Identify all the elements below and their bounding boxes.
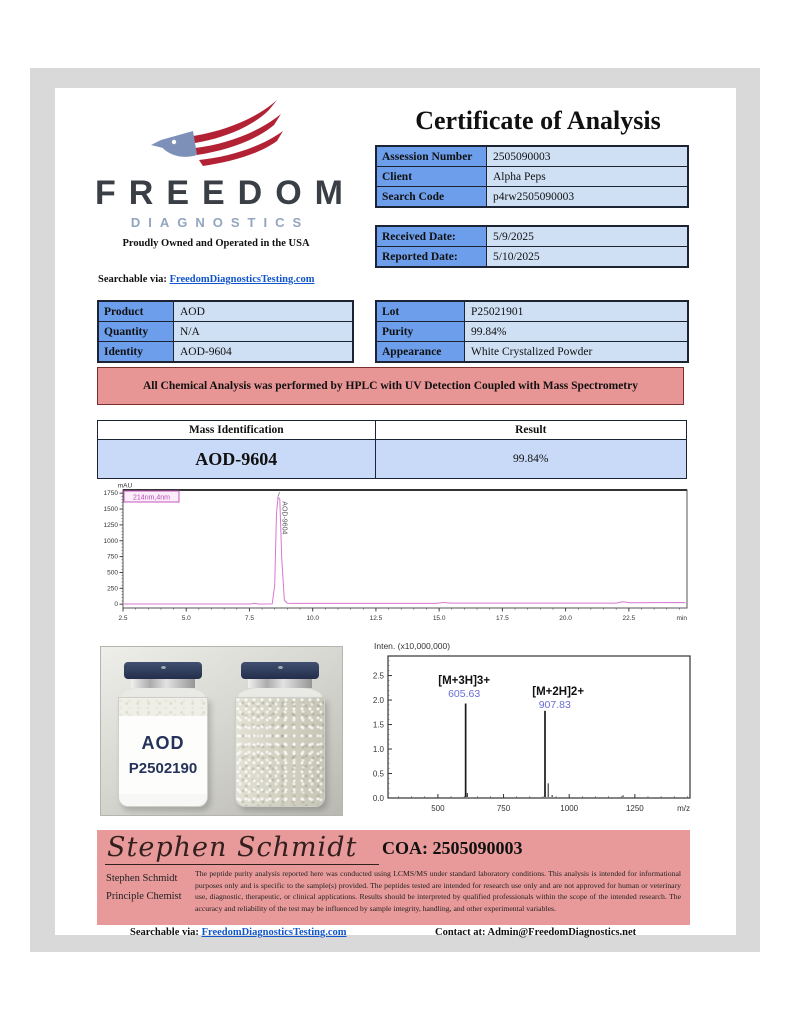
identity-value: AOD-9604 [174, 342, 352, 361]
vial-label [119, 716, 207, 794]
contact-email: Contact at: Admin@FreedomDiagnostics.net [435, 927, 637, 938]
mass-id-header: Mass Identification [98, 421, 376, 440]
result-header: Result [376, 421, 686, 440]
vial-powder [119, 698, 207, 716]
chemist-role: Principle Chemist [106, 891, 182, 902]
reported-date-label: Reported Date: [377, 247, 487, 266]
vial-crimp [131, 679, 195, 688]
svg-text:2.0: 2.0 [372, 696, 384, 706]
reported-date-value: 5/10/2025 [487, 247, 687, 266]
lot-value: P25021901 [465, 302, 687, 322]
searchable-link-top[interactable]: FreedomDiagnosticsTesting.com [169, 274, 315, 285]
mass-id-result: 99.84% [376, 440, 686, 478]
client-label: Client [377, 167, 487, 187]
product-table [97, 300, 354, 363]
svg-text:mAU: mAU [117, 482, 133, 490]
client-value: Alpha Peps [487, 167, 687, 187]
signature-footer [97, 830, 690, 925]
svg-text:1250: 1250 [625, 804, 644, 813]
svg-text:Inten. (x10,000,000): Inten. (x10,000,000) [374, 641, 451, 651]
received-date-label: Received Date: [377, 227, 487, 247]
svg-text:1250: 1250 [103, 521, 118, 529]
svg-text:605.63: 605.63 [448, 688, 481, 701]
svg-text:907.83: 907.83 [538, 698, 571, 711]
quantity-label: Quantity [99, 322, 174, 342]
svg-text:1750: 1750 [103, 490, 118, 498]
svg-text:[M+2H]2+: [M+2H]2+ [532, 686, 585, 699]
svg-text:17.5: 17.5 [496, 615, 509, 622]
dates-table [375, 225, 689, 268]
svg-text:1000: 1000 [103, 537, 118, 545]
accession-label: Assession Number [377, 147, 487, 167]
searchable-prefix-bottom: Searchable via: [130, 927, 202, 938]
svg-text:0: 0 [114, 601, 118, 609]
svg-text:1.0: 1.0 [372, 745, 384, 755]
searchable-line-top [98, 274, 315, 285]
certificate-page [55, 88, 736, 938]
svg-text:1500: 1500 [103, 506, 118, 514]
svg-text:1000: 1000 [560, 804, 579, 813]
svg-text:2.5: 2.5 [118, 615, 128, 622]
vial-body-powder [235, 697, 325, 807]
vial-crimp [248, 679, 312, 688]
purity-label: Purity [377, 322, 465, 342]
page-title: Certificate of Analysis [415, 106, 661, 135]
vial-shoulder [121, 688, 205, 697]
usa-tagline: Proudly Owned and Operated in the USA [122, 238, 310, 249]
vial-label-product: AOD [141, 733, 185, 753]
product-label: Product [99, 302, 174, 322]
page-frame [30, 68, 760, 952]
searchable-line-bottom [130, 927, 347, 938]
lot-label: Lot [377, 302, 465, 322]
svg-text:m/z: m/z [677, 804, 690, 813]
svg-text:0.5: 0.5 [372, 769, 384, 779]
coa-number: COA: 2505090003 [382, 838, 523, 858]
appearance-label: Appearance [377, 342, 465, 361]
purity-value: 99.84% [465, 322, 687, 342]
quantity-value: N/A [174, 322, 352, 342]
vial-cap [241, 662, 319, 679]
svg-text:15.0: 15.0 [432, 615, 446, 622]
svg-text:500: 500 [107, 569, 118, 577]
svg-text:750: 750 [107, 553, 118, 561]
svg-text:0.0: 0.0 [372, 794, 384, 803]
vial-shoulder [238, 688, 322, 697]
accession-value: 2505090003 [487, 147, 687, 167]
product-vial-photo [100, 646, 343, 816]
appearance-value: White Crystalized Powder [465, 342, 687, 361]
svg-text:214nm,4nm: 214nm,4nm [133, 494, 170, 502]
signature-script: Stephen Schmidt [105, 832, 379, 865]
svg-text:1.5: 1.5 [372, 720, 384, 730]
identity-label: Identity [99, 342, 174, 361]
disclaimer-text: The peptide purity analysis reported here was conducted using LCMS/MS under standard laboratory conditions. This analysis is intended for informational purposes only and is specific to the sample(s) provided. The peptides tested are intended for research use only and are not approved for human or veterinary use, diagnostic, therapeutic, or clinical applications. Results should be interpreted by qualified professionals within the scope of the intended research. The accuracy and reliability of the test may be influenced by sample integrity, handling, and other experimental variables. [195, 869, 681, 913]
vial-body [118, 697, 208, 807]
eagle-flag-icon [141, 98, 291, 172]
company-logo [95, 98, 356, 249]
logo-wordmark: FREEDOM [95, 174, 356, 212]
received-date-value: 5/9/2025 [487, 227, 687, 247]
svg-text:750: 750 [496, 804, 511, 813]
searchcode-value: p4rw2505090003 [487, 187, 687, 206]
vial-label-lot: P2502190 [128, 760, 198, 777]
logo-subtitle: DIAGNOSTICS [130, 215, 310, 230]
searchable-prefix: Searchable via: [98, 274, 170, 285]
svg-text:10.0: 10.0 [306, 615, 320, 622]
svg-text:500: 500 [431, 804, 445, 813]
method-banner: All Chemical Analysis was performed by HPLC with UV Detection Coupled with Mass Spectrometry [97, 367, 684, 405]
chemist-name: Stephen Schmidt [106, 873, 178, 884]
hplc-chromatogram [93, 482, 693, 634]
svg-text:min: min [676, 615, 687, 622]
accession-table [375, 145, 689, 208]
svg-text:22.5: 22.5 [622, 615, 636, 622]
lot-table [375, 300, 689, 363]
mass-id-name: AOD-9604 [98, 440, 376, 478]
vial-cap [124, 662, 202, 679]
svg-text:[M+3H]3+: [M+3H]3+ [438, 674, 491, 687]
svg-text:AOD-9604: AOD-9604 [280, 501, 288, 535]
unlabeled-vial [234, 662, 326, 807]
labeled-vial [117, 662, 209, 807]
product-value: AOD [174, 302, 352, 322]
svg-text:5.0: 5.0 [181, 615, 191, 622]
svg-text:250: 250 [107, 585, 118, 593]
svg-text:12.5: 12.5 [369, 615, 383, 622]
svg-text:2.5: 2.5 [372, 671, 384, 681]
svg-text:20.0: 20.0 [559, 615, 572, 622]
svg-text:7.5: 7.5 [244, 615, 254, 622]
searchcode-label: Search Code [377, 187, 487, 206]
mass-spectrum [358, 638, 698, 825]
mass-identification-table [97, 420, 687, 479]
searchable-link-bottom[interactable]: FreedomDiagnosticsTesting.com [201, 927, 347, 938]
